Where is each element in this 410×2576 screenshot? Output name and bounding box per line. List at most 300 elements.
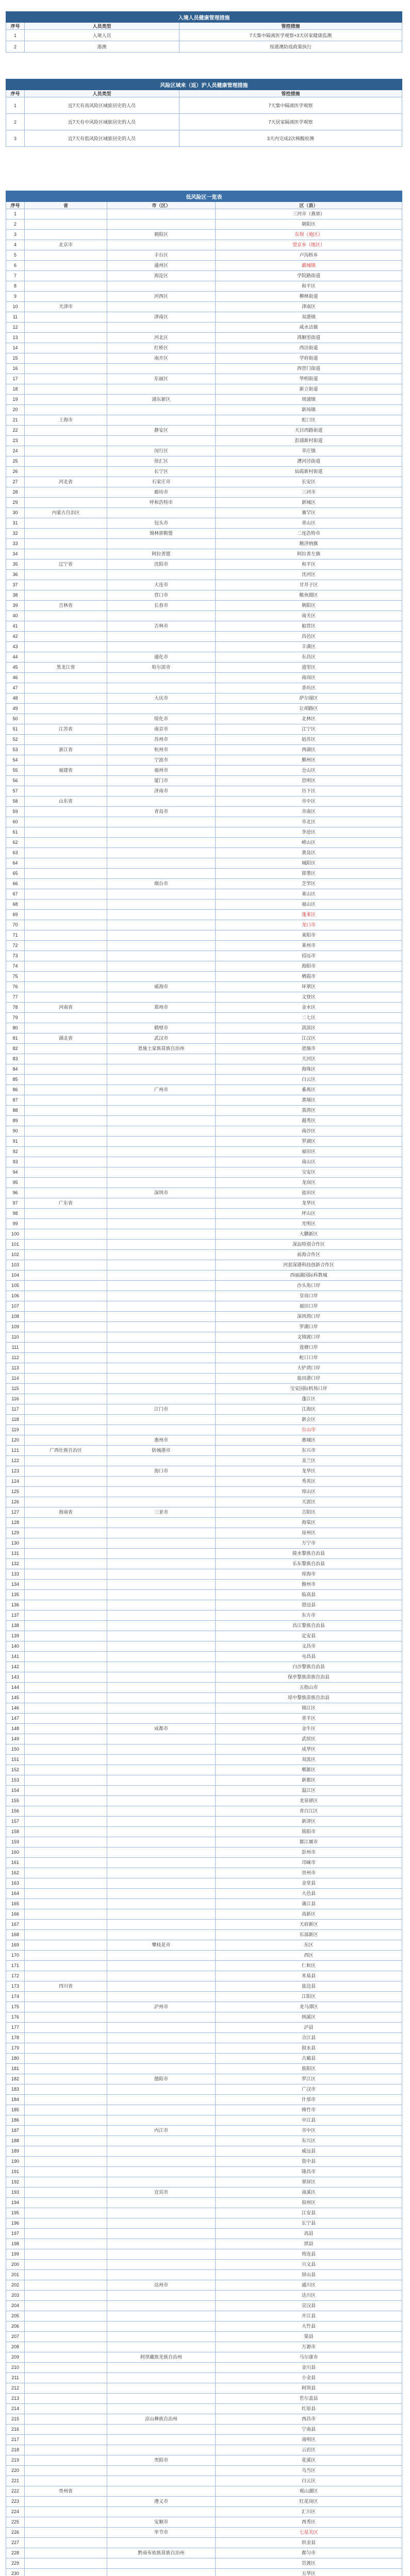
city-cell: 通州区 bbox=[107, 261, 216, 271]
city-cell bbox=[107, 2023, 216, 2033]
area-cell: 芝罘区 bbox=[216, 879, 402, 889]
row-no: 88 bbox=[6, 1106, 25, 1116]
table-row bbox=[6, 1930, 402, 1940]
province-cell bbox=[25, 230, 107, 240]
area-cell: 河套深港科技创新合作区 bbox=[216, 1260, 402, 1270]
area-cell: 盐田区 bbox=[216, 1188, 402, 1198]
table-row bbox=[6, 1518, 402, 1528]
province-cell bbox=[25, 1848, 107, 1858]
area-cell: 宝安国际机场口岸 bbox=[216, 1384, 402, 1394]
province-cell bbox=[25, 2270, 107, 2280]
province-cell bbox=[25, 1332, 107, 1343]
row-no: 3 bbox=[6, 230, 25, 240]
province-cell bbox=[25, 1724, 107, 1734]
area-cell: 周浦镇 bbox=[216, 395, 402, 405]
province-cell bbox=[25, 2115, 107, 2126]
city-cell bbox=[107, 900, 216, 910]
entry-measures-table bbox=[6, 11, 402, 53]
row-no: 34 bbox=[6, 549, 25, 560]
table-row bbox=[6, 1064, 402, 1075]
area-cell: 罗湖口岸 bbox=[216, 1322, 402, 1332]
province-cell bbox=[25, 590, 107, 601]
area-cell: 南岗区 bbox=[216, 673, 402, 683]
row-no: 122 bbox=[6, 1456, 25, 1466]
row-no: 1 bbox=[6, 97, 25, 114]
province-cell bbox=[25, 2507, 107, 2517]
row-no: 192 bbox=[6, 2177, 25, 2188]
area-cell: 五指山市 bbox=[216, 1683, 402, 1693]
row-no: 174 bbox=[6, 1992, 25, 2002]
province-cell bbox=[25, 982, 107, 992]
table-row bbox=[6, 1600, 402, 1611]
table-row bbox=[6, 230, 402, 240]
row-no: 13 bbox=[6, 333, 25, 343]
row-no: 223 bbox=[6, 2497, 25, 2507]
city-cell bbox=[107, 2311, 216, 2321]
row-no: 89 bbox=[6, 1116, 25, 1126]
area-cell: 中江县 bbox=[216, 2115, 402, 2126]
city-cell bbox=[107, 972, 216, 982]
table-row bbox=[6, 219, 402, 230]
table-row bbox=[6, 755, 402, 766]
row-no: 220 bbox=[6, 2466, 25, 2476]
area-cell: 蒲江县 bbox=[216, 1899, 402, 1909]
area-cell: 双流区 bbox=[216, 1755, 402, 1765]
city-cell bbox=[107, 796, 216, 807]
table-row bbox=[6, 1209, 402, 1219]
city-cell: 厦门市 bbox=[107, 776, 216, 786]
city-cell bbox=[107, 2177, 216, 2188]
table-row bbox=[6, 1106, 402, 1116]
low-risk-title: 低风险区一览表 bbox=[6, 191, 402, 202]
city-cell bbox=[107, 1456, 216, 1466]
province-cell bbox=[25, 1466, 107, 1477]
city-cell: 达州市 bbox=[107, 2280, 216, 2291]
table-row bbox=[6, 1157, 402, 1167]
area-cell: 福田口岸 bbox=[216, 1301, 402, 1312]
table-row bbox=[6, 446, 402, 456]
province-cell bbox=[25, 1477, 107, 1487]
row-no: 108 bbox=[6, 1312, 25, 1322]
city-cell bbox=[107, 2270, 216, 2280]
city-cell: 内江市 bbox=[107, 2126, 216, 2136]
city-cell bbox=[107, 2363, 216, 2373]
province-cell bbox=[25, 1106, 107, 1116]
row-no: 96 bbox=[6, 1188, 25, 1198]
table-row bbox=[6, 1848, 402, 1858]
row-no: 201 bbox=[6, 2270, 25, 2280]
row-no: 120 bbox=[6, 1435, 25, 1446]
city-cell bbox=[107, 2291, 216, 2301]
city-cell bbox=[107, 1301, 216, 1312]
area-cell: 金水区 bbox=[216, 1003, 402, 1013]
province-cell bbox=[25, 1384, 107, 1394]
province-cell bbox=[25, 2342, 107, 2352]
row-no: 55 bbox=[6, 766, 25, 776]
city-cell bbox=[107, 683, 216, 693]
row-no: 218 bbox=[6, 2445, 25, 2455]
table-row bbox=[6, 1734, 402, 1744]
table-row bbox=[6, 1580, 402, 1590]
row-no: 115 bbox=[6, 1384, 25, 1394]
area-cell: 二连浩特市 bbox=[216, 529, 402, 539]
table-row bbox=[6, 1786, 402, 1796]
city-cell: 泸州市 bbox=[107, 2002, 216, 2012]
province-cell bbox=[25, 1054, 107, 1064]
province-cell bbox=[25, 292, 107, 302]
city-cell bbox=[107, 1672, 216, 1683]
city-cell bbox=[107, 1538, 216, 1549]
province-cell bbox=[25, 2517, 107, 2528]
row-no: 177 bbox=[6, 2023, 25, 2033]
province-cell bbox=[25, 1930, 107, 1940]
table-row bbox=[6, 2321, 402, 2332]
province-cell bbox=[25, 869, 107, 879]
row-no: 144 bbox=[6, 1683, 25, 1693]
city-cell: 闵行区 bbox=[107, 446, 216, 456]
city-cell bbox=[107, 1281, 216, 1291]
row-no: 1 bbox=[6, 209, 25, 219]
col-header-no: 序号 bbox=[6, 90, 25, 97]
city-cell bbox=[107, 1178, 216, 1188]
city-cell: 贵阳市 bbox=[107, 2455, 216, 2466]
col-header-no: 序号 bbox=[6, 202, 25, 209]
table-row bbox=[6, 2043, 402, 2054]
row-no: 81 bbox=[6, 1033, 25, 1044]
city-cell bbox=[107, 910, 216, 920]
table-row bbox=[6, 1322, 402, 1332]
area-cell: 青白江区 bbox=[216, 1806, 402, 1817]
table-row bbox=[6, 1343, 402, 1353]
area-cell: 南山区 bbox=[216, 1157, 402, 1167]
area-cell: 筠连县 bbox=[216, 2249, 402, 2260]
province-cell bbox=[25, 2012, 107, 2023]
row-no: 198 bbox=[6, 2239, 25, 2249]
row-no: 221 bbox=[6, 2476, 25, 2486]
area-cell: 莘庄镇 bbox=[216, 446, 402, 456]
row-no: 159 bbox=[6, 1837, 25, 1848]
table-row bbox=[6, 1889, 402, 1899]
row-no: 154 bbox=[6, 1786, 25, 1796]
row-no: 75 bbox=[6, 972, 25, 982]
area-cell: 屏山县 bbox=[216, 2270, 402, 2280]
province-cell bbox=[25, 1796, 107, 1806]
city-cell: 威海市 bbox=[107, 982, 216, 992]
area-cell: 惠城区 bbox=[216, 1435, 402, 1446]
city-cell bbox=[107, 704, 216, 714]
area-cell: 文锦渡口岸 bbox=[216, 1332, 402, 1343]
province-cell bbox=[25, 2394, 107, 2404]
row-no: 214 bbox=[6, 2404, 25, 2414]
row-no: 111 bbox=[6, 1343, 25, 1353]
row-no: 86 bbox=[6, 1085, 25, 1095]
province-cell bbox=[25, 1023, 107, 1033]
area-cell: 北林区 bbox=[216, 714, 402, 724]
row-no: 193 bbox=[6, 2188, 25, 2198]
province-cell bbox=[25, 1611, 107, 1621]
city-cell bbox=[107, 2383, 216, 2394]
col-header-measure: 管控措施 bbox=[179, 90, 402, 97]
row-no: 91 bbox=[6, 1137, 25, 1147]
province-cell bbox=[25, 2383, 107, 2394]
control-measure: 7天集中隔离医学观察 bbox=[179, 97, 402, 114]
table-row bbox=[6, 951, 402, 961]
row-no: 222 bbox=[6, 2486, 25, 2497]
city-cell bbox=[107, 1714, 216, 1724]
table-row bbox=[6, 1023, 402, 1033]
city-cell: 静安区 bbox=[107, 426, 216, 436]
table-row bbox=[6, 1755, 402, 1765]
city-cell bbox=[107, 2394, 216, 2404]
area-cell: 泸县 bbox=[216, 2023, 402, 2033]
row-no: 90 bbox=[6, 1126, 25, 1137]
table-row bbox=[6, 1466, 402, 1477]
city-cell bbox=[107, 2167, 216, 2177]
city-cell: 济南市 bbox=[107, 786, 216, 796]
province-cell bbox=[25, 755, 107, 766]
row-no: 178 bbox=[6, 2033, 25, 2043]
city-cell: 成都市 bbox=[107, 1724, 216, 1734]
city-cell bbox=[107, 219, 216, 230]
person-type: 近7天有中风险区域旅居史的人员 bbox=[25, 114, 179, 130]
row-no: 7 bbox=[6, 271, 25, 281]
city-cell bbox=[107, 1250, 216, 1260]
city-cell bbox=[107, 889, 216, 900]
city-cell: 宜宾市 bbox=[107, 2188, 216, 2198]
table-row bbox=[6, 1951, 402, 1961]
row-no: 106 bbox=[6, 1291, 25, 1301]
row-no: 36 bbox=[6, 570, 25, 580]
table-row bbox=[6, 992, 402, 1003]
table-row bbox=[6, 487, 402, 498]
city-cell bbox=[107, 2373, 216, 2383]
row-no: 150 bbox=[6, 1744, 25, 1755]
table-row bbox=[6, 570, 402, 580]
table-row bbox=[6, 972, 402, 982]
province-cell bbox=[25, 1229, 107, 1240]
city-cell bbox=[107, 1971, 216, 1981]
area-cell: 即墨区 bbox=[216, 869, 402, 879]
table-row bbox=[6, 1198, 402, 1209]
table-row bbox=[6, 1868, 402, 1878]
area-cell: 番禺区 bbox=[216, 1085, 402, 1095]
city-cell bbox=[107, 642, 216, 652]
table-row bbox=[6, 2558, 402, 2569]
table-row bbox=[6, 930, 402, 941]
province-cell bbox=[25, 446, 107, 456]
row-no: 224 bbox=[6, 2507, 25, 2517]
area-cell: 东坝（地区） bbox=[216, 230, 402, 240]
province-cell bbox=[25, 271, 107, 281]
area-cell: 卢沟桥乡 bbox=[216, 250, 402, 261]
city-cell bbox=[107, 1734, 216, 1744]
table-row bbox=[6, 2218, 402, 2229]
city-cell bbox=[107, 1837, 216, 1848]
row-no: 210 bbox=[6, 2363, 25, 2373]
city-cell: 海淀区 bbox=[107, 271, 216, 281]
row-no: 155 bbox=[6, 1796, 25, 1806]
area-cell: 新立街道 bbox=[216, 384, 402, 395]
province-cell bbox=[25, 1147, 107, 1157]
city-cell: 红桥区 bbox=[107, 343, 216, 353]
row-no: 53 bbox=[6, 745, 25, 755]
area-cell: 保亭黎族苗族自治县 bbox=[216, 1672, 402, 1683]
row-no: 167 bbox=[6, 1920, 25, 1930]
province-cell bbox=[25, 1641, 107, 1652]
table-row bbox=[6, 1765, 402, 1775]
row-no: 199 bbox=[6, 2249, 25, 2260]
person-type: 入境人员 bbox=[25, 30, 179, 41]
area-cell: 恩施市 bbox=[216, 1044, 402, 1054]
area-cell: 宝安区 bbox=[216, 1167, 402, 1178]
table-row bbox=[6, 848, 402, 858]
province-cell: 福建省 bbox=[25, 766, 107, 776]
province-cell bbox=[25, 704, 107, 714]
area-cell: 合江县 bbox=[216, 2033, 402, 2043]
area-cell: 龙华区 bbox=[216, 1466, 402, 1477]
row-no: 66 bbox=[6, 879, 25, 889]
row-no: 171 bbox=[6, 1961, 25, 1971]
city-cell bbox=[107, 539, 216, 549]
city-cell bbox=[107, 869, 216, 879]
city-cell bbox=[107, 1219, 216, 1229]
city-cell bbox=[107, 1477, 216, 1487]
area-cell: 江安县 bbox=[216, 2208, 402, 2218]
area-cell: 秀英区 bbox=[216, 1477, 402, 1487]
province-cell: 北京市 bbox=[25, 240, 107, 250]
table-row bbox=[6, 1827, 402, 1837]
city-cell: 廊坊市 bbox=[107, 487, 216, 498]
table-row bbox=[6, 1714, 402, 1724]
city-cell: 长春市 bbox=[107, 601, 216, 611]
area-cell: 米易县 bbox=[216, 1971, 402, 1981]
row-no: 125 bbox=[6, 1487, 25, 1497]
province-cell bbox=[25, 827, 107, 838]
province-cell bbox=[25, 786, 107, 796]
row-no: 110 bbox=[6, 1332, 25, 1343]
area-cell: 屯昌县 bbox=[216, 1652, 402, 1662]
row-no: 124 bbox=[6, 1477, 25, 1487]
table-row bbox=[6, 364, 402, 374]
province-cell bbox=[25, 2239, 107, 2249]
row-no: 29 bbox=[6, 498, 25, 508]
area-cell: 昌邑区 bbox=[216, 632, 402, 642]
area-cell: 昌江黎族自治县 bbox=[216, 1621, 402, 1631]
row-no: 2 bbox=[6, 41, 25, 53]
province-cell bbox=[25, 261, 107, 271]
city-cell bbox=[107, 2486, 216, 2497]
city-cell bbox=[107, 1209, 216, 1219]
area-cell: 五华区 bbox=[216, 2569, 402, 2576]
area-cell: 南溪区 bbox=[216, 2188, 402, 2198]
city-cell bbox=[107, 1590, 216, 1600]
area-cell: 澄迈县 bbox=[216, 1600, 402, 1611]
city-cell bbox=[107, 1652, 216, 1662]
table-row bbox=[6, 2301, 402, 2311]
province-cell bbox=[25, 219, 107, 230]
province-cell bbox=[25, 1404, 107, 1415]
area-cell: 什邡市 bbox=[216, 2095, 402, 2105]
table-row bbox=[6, 663, 402, 673]
city-cell bbox=[107, 1641, 216, 1652]
province-cell: 海南省 bbox=[25, 1507, 107, 1518]
row-no: 68 bbox=[6, 900, 25, 910]
row-no: 215 bbox=[6, 2414, 25, 2425]
province-cell bbox=[25, 1435, 107, 1446]
province-cell bbox=[25, 941, 107, 951]
city-cell bbox=[107, 2260, 216, 2270]
city-cell: 锡林郭勒盟 bbox=[107, 529, 216, 539]
area-cell: 仓山区 bbox=[216, 766, 402, 776]
area-cell: 盐边县 bbox=[216, 1981, 402, 1992]
row-no: 140 bbox=[6, 1641, 25, 1652]
table-row bbox=[6, 2115, 402, 2126]
province-cell bbox=[25, 2023, 107, 2033]
row-no: 131 bbox=[6, 1549, 25, 1559]
area-cell: 万源市 bbox=[216, 2342, 402, 2352]
city-cell bbox=[107, 2084, 216, 2095]
area-cell: 额济纳旗 bbox=[216, 539, 402, 549]
province-cell bbox=[25, 2548, 107, 2558]
province-cell: 山东省 bbox=[25, 796, 107, 807]
province-cell bbox=[25, 1693, 107, 1703]
area-cell: 仙霞新村街道 bbox=[216, 467, 402, 477]
city-cell bbox=[107, 1868, 216, 1878]
row-no: 25 bbox=[6, 456, 25, 467]
province-cell bbox=[25, 2414, 107, 2425]
province-cell bbox=[25, 1044, 107, 1054]
province-cell bbox=[25, 1363, 107, 1374]
area-cell: 乐东黎族自治县 bbox=[216, 1559, 402, 1569]
city-cell bbox=[107, 1095, 216, 1106]
area-cell: 白云区 bbox=[216, 2476, 402, 2486]
table-row bbox=[6, 1693, 402, 1703]
row-no: 54 bbox=[6, 755, 25, 766]
city-cell bbox=[107, 1374, 216, 1384]
province-cell bbox=[25, 1394, 107, 1404]
row-no: 146 bbox=[6, 1703, 25, 1714]
city-cell: 恩施土家族苗族自治州 bbox=[107, 1044, 216, 1054]
table-row bbox=[6, 2023, 402, 2033]
table-row bbox=[6, 1075, 402, 1085]
row-no: 48 bbox=[6, 693, 25, 704]
table-row bbox=[6, 1652, 402, 1662]
province-cell bbox=[25, 2074, 107, 2084]
area-cell: 西区 bbox=[216, 1951, 402, 1961]
row-no: 58 bbox=[6, 796, 25, 807]
row-no: 10 bbox=[6, 302, 25, 312]
city-cell bbox=[107, 323, 216, 333]
city-cell bbox=[107, 2342, 216, 2352]
table-row bbox=[6, 2332, 402, 2342]
province-cell bbox=[25, 889, 107, 900]
province-cell bbox=[25, 652, 107, 663]
province-cell bbox=[25, 1157, 107, 1167]
row-no: 6 bbox=[6, 261, 25, 271]
row-no: 73 bbox=[6, 951, 25, 961]
province-cell bbox=[25, 2033, 107, 2043]
row-no: 95 bbox=[6, 1178, 25, 1188]
area-cell: 大鹏新区 bbox=[216, 1229, 402, 1240]
province-cell bbox=[25, 1095, 107, 1106]
row-no: 67 bbox=[6, 889, 25, 900]
province-cell bbox=[25, 1126, 107, 1137]
city-cell: 黔南布依族苗族自治州 bbox=[107, 2548, 216, 2558]
province-cell bbox=[25, 673, 107, 683]
table-row bbox=[6, 1940, 402, 1951]
table-row bbox=[6, 1250, 402, 1260]
area-cell: 官渡区 bbox=[216, 2558, 402, 2569]
